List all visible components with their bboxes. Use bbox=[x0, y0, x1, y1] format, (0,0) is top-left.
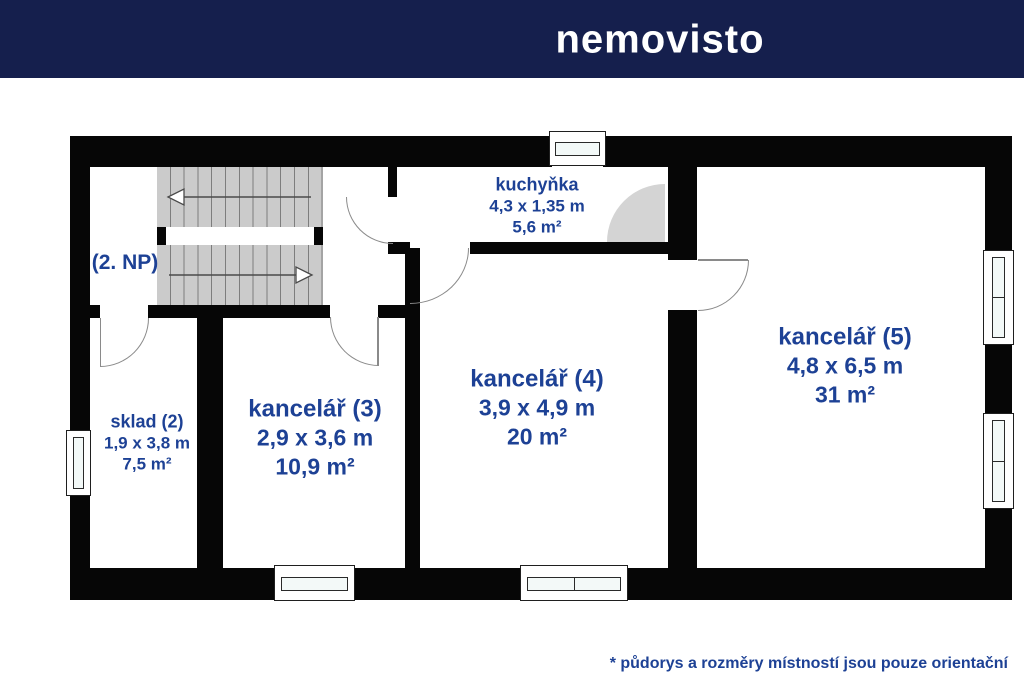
room-label-sklad bbox=[104, 412, 190, 475]
window-left-sklad bbox=[66, 430, 91, 496]
wall-right-upper bbox=[985, 136, 1012, 252]
stair-flight-upper bbox=[157, 167, 323, 227]
window-right-upper bbox=[983, 250, 1014, 345]
window-bottom-kancelar4 bbox=[520, 565, 628, 601]
wall-sklad-kancelar3 bbox=[197, 317, 223, 568]
kancelar5-door-arc bbox=[698, 260, 749, 311]
wall-hall-a bbox=[90, 305, 100, 318]
room-name: kuchyňka bbox=[495, 174, 579, 195]
room-area: 31 m² bbox=[814, 381, 876, 408]
room-area: 10,9 m² bbox=[275, 453, 355, 480]
room-name: sklad (2) bbox=[110, 411, 184, 432]
room-name: kancelář (4) bbox=[470, 365, 604, 393]
kancelar4-door-arc bbox=[410, 248, 469, 304]
room-dimensions: 4,8 x 6,5 m bbox=[786, 352, 904, 379]
room-label-kancelar4 bbox=[470, 365, 603, 452]
room-area: 5,6 m² bbox=[512, 217, 562, 237]
wall-kancelar5-upper bbox=[668, 167, 697, 260]
wall-top-right bbox=[603, 136, 1012, 167]
room-label-kuchynka bbox=[489, 175, 584, 238]
wall-kitchen-left bbox=[388, 167, 397, 197]
sklad-door-arc bbox=[100, 318, 149, 367]
wall-hall-b bbox=[148, 305, 330, 318]
room-name: kancelář (5) bbox=[778, 323, 912, 351]
window-right-lower bbox=[983, 413, 1014, 509]
room-dimensions: 4,3 x 1,35 m bbox=[489, 196, 585, 216]
wall-kitchen-bottom-b bbox=[470, 242, 668, 254]
brand-logo: nemovisto bbox=[555, 17, 765, 62]
room-area: 7,5 m² bbox=[122, 454, 172, 474]
footer-disclaimer: * půdorys a rozměry místností jsou pouze orientační bbox=[609, 655, 1008, 672]
room-label-kancelar5 bbox=[778, 323, 911, 410]
stair-stub-right bbox=[314, 227, 323, 245]
room-dimensions: 1,9 x 3,8 m bbox=[103, 433, 191, 453]
kitchen-door-swing-shade bbox=[607, 184, 665, 242]
kancelar3-door-leaf bbox=[377, 317, 379, 366]
wall-bottom-1 bbox=[70, 568, 277, 600]
kancelar3-door-arc bbox=[330, 317, 379, 366]
floor-level-label: (2. NP) bbox=[91, 251, 159, 274]
window-bottom-kancelar3 bbox=[274, 565, 355, 601]
window-top-kitchen bbox=[549, 131, 606, 166]
room-dimensions: 2,9 x 3,6 m bbox=[256, 424, 374, 451]
kancelar5-door-leaf bbox=[698, 259, 748, 261]
wall-kancelar5-lower bbox=[668, 310, 697, 568]
stair-flight-lower bbox=[157, 245, 323, 305]
wall-bottom-2 bbox=[352, 568, 523, 600]
wall-bottom-3 bbox=[625, 568, 1012, 600]
room-area: 20 m² bbox=[506, 423, 568, 450]
room-name: kancelář (3) bbox=[248, 395, 382, 423]
sklad-door-leaf bbox=[100, 318, 102, 367]
hall-kitchen-door-arc bbox=[346, 197, 393, 244]
stair-stub-left bbox=[157, 227, 166, 245]
wall-left-upper bbox=[70, 136, 90, 433]
room-dimensions: 3,9 x 4,9 m bbox=[478, 394, 596, 421]
room-label-kancelar3 bbox=[248, 395, 381, 482]
wall-top-left bbox=[70, 136, 552, 167]
wall-right-middle bbox=[985, 343, 1012, 415]
